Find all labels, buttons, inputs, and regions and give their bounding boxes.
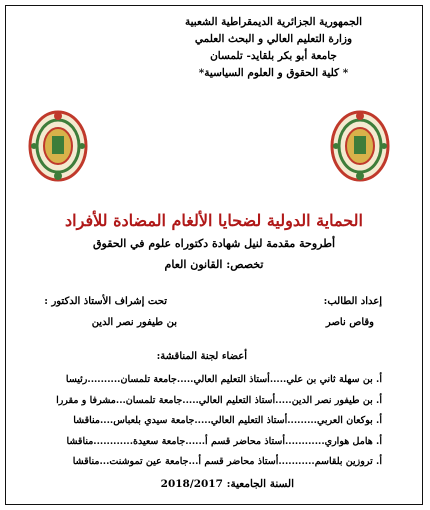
academic-year: السنة الجامعية: 2018/2017 bbox=[160, 478, 294, 490]
university-seal-icon bbox=[26, 106, 90, 190]
student-name: وقاص ناصر bbox=[325, 317, 374, 328]
committee-member: أ. تروزين بلقاسم...........أستاذ محاضر قسم أ...جامعة عين تموشنت...مناقشا bbox=[72, 456, 382, 467]
ministry-line: وزارة التعليم العالي و البحث العلمي bbox=[194, 33, 353, 45]
republic-line: الجمهورية الجزائرية الديمقراطية الشعبية bbox=[184, 16, 362, 28]
committee-list bbox=[56, 370, 382, 473]
thesis-title: الحماية الدولية لضحايا الألغام المضادة للأفراد bbox=[65, 211, 363, 230]
institution-header bbox=[185, 14, 362, 82]
university-seal-icon bbox=[328, 106, 392, 190]
thesis-subtitle: أطروحة مقدمة لنيل شهادة دكتوراه علوم في الحقوق bbox=[92, 237, 336, 250]
prepared-by-label: إعداد الطالب: bbox=[323, 296, 382, 307]
university-line: جامعة أبو بكر بلقايد- تلمسان bbox=[210, 50, 337, 62]
committee-member: أ. بن سهلة ثاني بن علي.....أستاذ التعليم العالي.....جامعة تلمسان..........رئيسا bbox=[65, 374, 382, 385]
supervisor-name: بن طيفور نصر الدين bbox=[91, 317, 177, 328]
committee-title: أعضاء لجنة المناقشة: bbox=[156, 351, 247, 362]
committee-member: أ. بن طيفور نصر الدين.....أستاذ التعليم العالي.....جامعة تلمسان...مشرفا و مقررا bbox=[56, 394, 382, 406]
faculty-line: * كلية الحقوق و العلوم السياسية* bbox=[198, 67, 349, 79]
specialty-line: تخصص: القانون العام bbox=[164, 258, 264, 271]
document-page bbox=[5, 5, 423, 505]
committee-member: أ. هامل هواري............أستاذ محاضر قسم أ......جامعة سعيدة............مناقشا bbox=[66, 435, 382, 447]
committee-member: أ. بوكعان العربي.........أستاذ التعليم العالي.....جامعة سيدي بلعباس....مناقشا bbox=[73, 415, 382, 426]
supervisor-label: تحت إشراف الأستاذ الدكتور : bbox=[44, 296, 167, 307]
